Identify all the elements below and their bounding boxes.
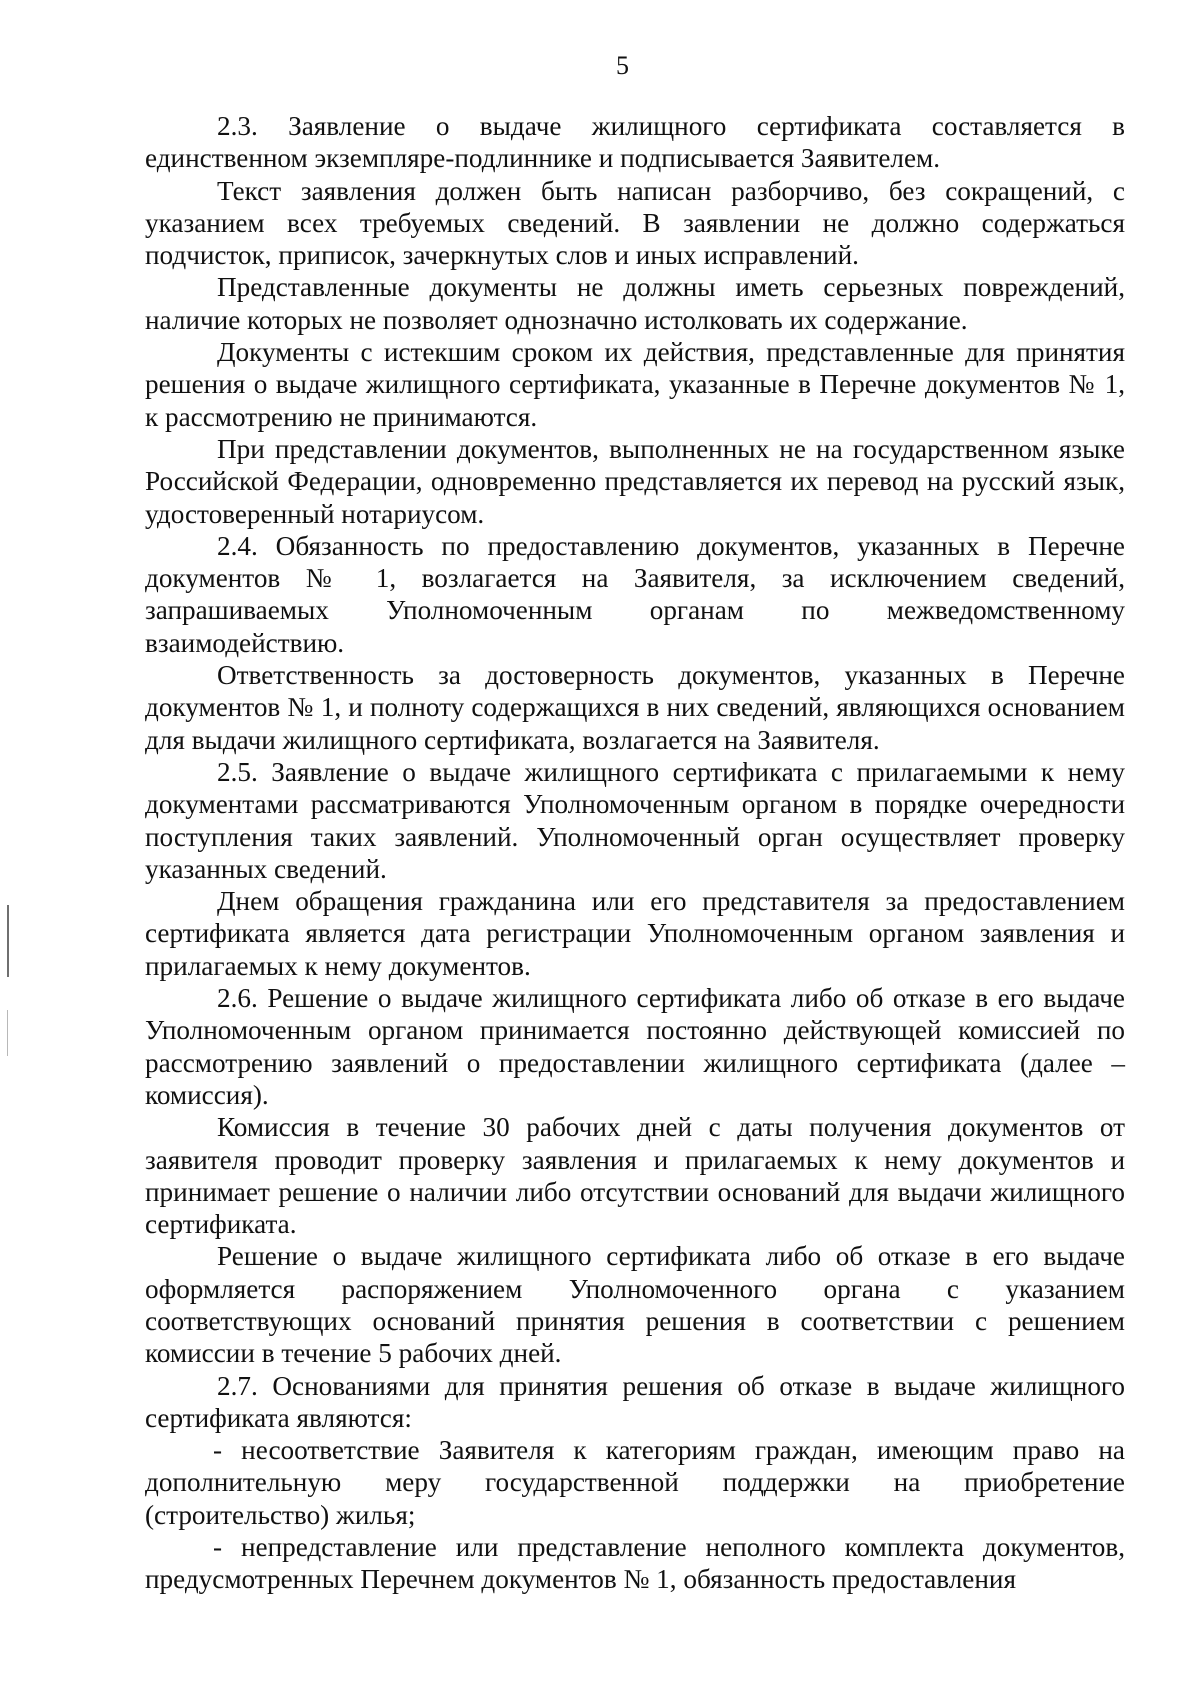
paragraph-translation: При представлении документов, выполненных не на государственном языке Российской Федерации, одновременно представляется их перевод на русский язык, удостоверенный нотариусом. [145, 433, 1125, 529]
paragraph-application-text: Текст заявления должен быть написан разборчиво, без сокращений, с указанием всех требуемых сведений. В заявлении не должно содержаться подчисток, приписок, зачеркнутых слов и иных исправлений. [145, 175, 1125, 271]
paragraph-2-3: 2.3. Заявление о выдаче жилищного сертификата составляется в единственном экземпляре-подлиннике и подписывается Заявителем. [145, 111, 1125, 174]
scan-margin-mark [7, 905, 9, 977]
paragraph-application-date: Днем обращения гражданина или его представителя за предоставлением сертификата является дата регистрации Уполномоченным органом заявления и прилагаемых к нему документов. [145, 886, 1125, 981]
paragraph-expired-documents: Документы с истекшим сроком их действия, представленные для принятия решения о выдаче жилищного сертификата, указанные в Перечне документов № 1, к рассмотрению не принимаются. [145, 337, 1125, 432]
paragraph-2-4: 2.4. Обязанность по предоставлению документов, указанных в Перечне документов № 1, возлагается на Заявителя, за исключением сведений, запрашиваемых Уполномоченным органам по межведомственному взаимодействию. [145, 530, 1125, 658]
paragraph-commission-review: Комиссия в течение 30 рабочих дней с даты получения документов от заявителя проводит проверку заявления и прилагаемых к нему документов и принимает решение о наличии либо отсутствии оснований для выдачи жилищного сертификата. [145, 1112, 1125, 1240]
paragraph-decision-order: Решение о выдаче жилищного сертификата либо об отказе в его выдаче оформляется распоряжением Уполномоченного органа с указанием соответствующих оснований принятия решения в соответствии с решением комиссии в течение 5 рабочих дней. [145, 1241, 1125, 1369]
paragraph-responsibility: Ответственность за достоверность документов, указанных в Перечне документов № 1, и полноту содержащихся в них сведений, являющихся основанием для выдачи жилищного сертификата, возлагается на Заявителя. [145, 660, 1125, 755]
paragraph-2-7: 2.7. Основаниями для принятия решения об отказе в выдаче жилищного сертификата являются: [145, 1370, 1125, 1433]
scan-margin-mark [7, 1010, 8, 1056]
document-body [145, 110, 1125, 1596]
page-number: 5 [616, 51, 629, 80]
paragraph-2-6: 2.6. Решение о выдаче жилищного сертификата либо об отказе в его выдаче Уполномоченным органом принимается постоянно действующей комиссией по рассмотрению заявлений о предоставлении жилищного сертификата (далее – комиссия). [145, 983, 1125, 1110]
list-item-category-mismatch: - несоответствие Заявителя к категориям граждан, имеющим право на дополнительную меру государственной поддержки на приобретение (строительство) жилья; [145, 1435, 1125, 1530]
list-item-incomplete-documents: - непредставление или представление неполного комплекта документов, предусмотренных Перечнем документов № 1, обязанность предоставления [145, 1532, 1125, 1595]
paragraph-2-5: 2.5. Заявление о выдаче жилищного сертификата с прилагаемыми к нему документами рассматриваются Уполномоченным органом в порядке очередности поступления таких заявлений. Уполномоченный орган осуществляет проверку указанных сведений. [145, 756, 1125, 884]
paragraph-documents-damage: Представленные документы не должны иметь серьезных повреждений, наличие которых не позволяет однозначно истолковать их содержание. [145, 272, 1125, 335]
